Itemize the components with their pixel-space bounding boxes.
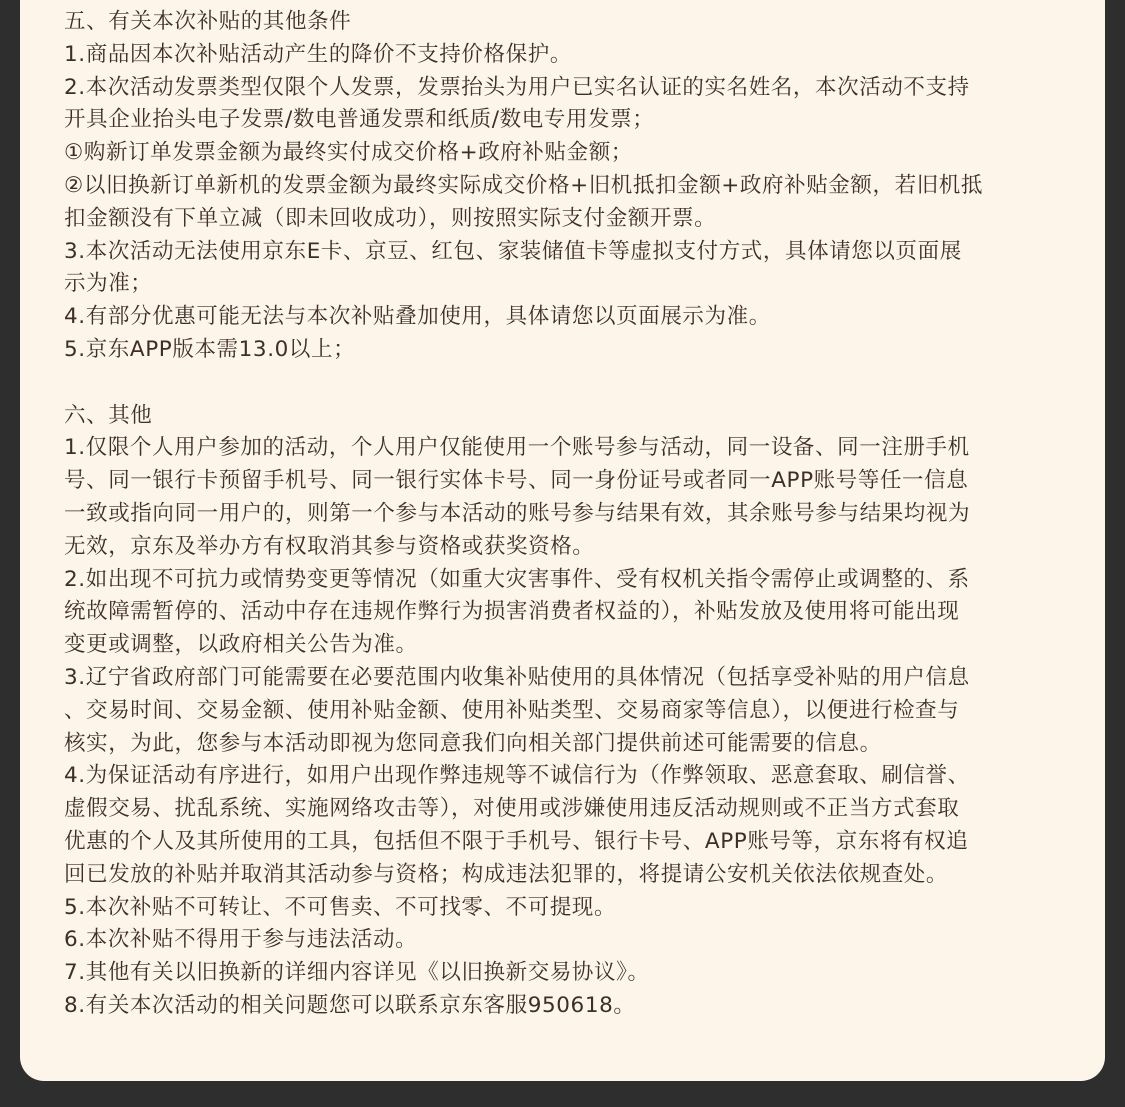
section6-line: 7.其他有关以旧换新的详细内容详见《以旧换新交易协议》。 bbox=[64, 960, 650, 986]
section6-line: 号、同一银行卡预留手机号、同一银行实体卡号、同一身份证号或者同一APP账号等任一信息 bbox=[64, 468, 969, 494]
section6-line: 2.如出现不可抗力或情势变更等情况（如重大灾害事件、受有权机关指令需停止或调整的、系 bbox=[64, 566, 970, 592]
section6-line: 无效，京东及举办方有权取消其参与资格或获奖资格。 bbox=[64, 533, 595, 559]
section5-line: 4.有部分优惠可能无法与本次补贴叠加使用，具体请您以页面展示为准。 bbox=[64, 304, 771, 330]
section6-line: 8.有关本次活动的相关问题您可以联系京东客服950618。 bbox=[64, 992, 636, 1018]
section6-line: 核实，为此，您参与本活动即视为您同意我们向相关部门提供前述可能需要的信息。 bbox=[64, 730, 882, 756]
section5-line: 3.本次活动无法使用京东E卡、京豆、红包、家装储值卡等虚拟支付方式，具体请您以页面展 bbox=[64, 238, 962, 264]
section6-line: 虚假交易、扰乱系统、实施网络攻击等），对使用或涉嫌使用违反活动规则或不正当方式套取 bbox=[64, 796, 960, 822]
section5-line: 示为准； bbox=[64, 271, 153, 297]
section5-line: ②以旧换新订单新机的发票金额为最终实际成交价格+旧机抵扣金额+政府补贴金额，若旧机抵 bbox=[64, 172, 984, 198]
section6-line: 变更或调整，以政府相关公告为准。 bbox=[64, 632, 418, 658]
section5-line: 开具企业抬头电子发票/数电普通发票和纸质/数电专用发票； bbox=[64, 107, 655, 133]
section6-line: 一致或指向同一用户的，则第一个参与本活动的账号参与结果有效，其余账号参与结果均视为 bbox=[64, 500, 971, 526]
section6-line: 统故障需暂停的、活动中存在违规作弊行为损害消费者权益的），补贴发放及使用将可能出现 bbox=[64, 599, 960, 625]
section5-line: 5.京东APP版本需13.0以上； bbox=[64, 336, 356, 362]
section6-title: 六、其他 bbox=[64, 402, 153, 428]
section6-line: 优惠的个人及其所使用的工具，包括但不限于手机号、银行卡号、APP账号等，京东将有权追 bbox=[64, 828, 969, 854]
section5-line: ①购新订单发票金额为最终实付成交价格+政府补贴金额； bbox=[64, 140, 633, 166]
section6-line: 3.辽宁省政府部门可能需要在必要范围内收集补贴使用的具体情况（包括享受补贴的用户信息 bbox=[64, 664, 970, 690]
section6-line: 4.为保证活动有序进行，如用户出现作弊违规等不诚信行为（作弊领取、恶意套取、刷信誉、 bbox=[64, 763, 970, 789]
section5-line: 2.本次活动发票类型仅限个人发票，发票抬头为用户已实名认证的实名姓名，本次活动不支持 bbox=[64, 74, 970, 100]
section5-title: 五、有关本次补贴的其他条件 bbox=[64, 9, 352, 34]
section6-line: 回已发放的补贴并取消其活动参与资格；构成违法犯罪的，将提请公安机关依法依规查处。 bbox=[64, 861, 949, 887]
rules-card bbox=[20, 0, 1105, 1081]
section-spacer bbox=[64, 367, 1105, 400]
section5-line: 1.商品因本次补贴活动产生的降价不支持价格保护。 bbox=[64, 41, 572, 67]
section6-line: 6.本次补贴不得用于参与违法活动。 bbox=[64, 927, 418, 953]
section6-line: 1.仅限个人用户参加的活动，个人用户仅能使用一个账号参与活动，同一设备、同一注册手机 bbox=[64, 435, 970, 461]
section6-line: 、交易时间、交易金额、使用补贴金额、使用补贴类型、交易商家等信息），以便进行检查与 bbox=[64, 697, 960, 723]
section5-line: 扣金额没有下单立减（即未回收成功），则按照实际支付金额开票。 bbox=[64, 205, 717, 231]
section6-line: 5.本次补贴不可转让、不可售卖、不可找零、不可提现。 bbox=[64, 894, 617, 920]
